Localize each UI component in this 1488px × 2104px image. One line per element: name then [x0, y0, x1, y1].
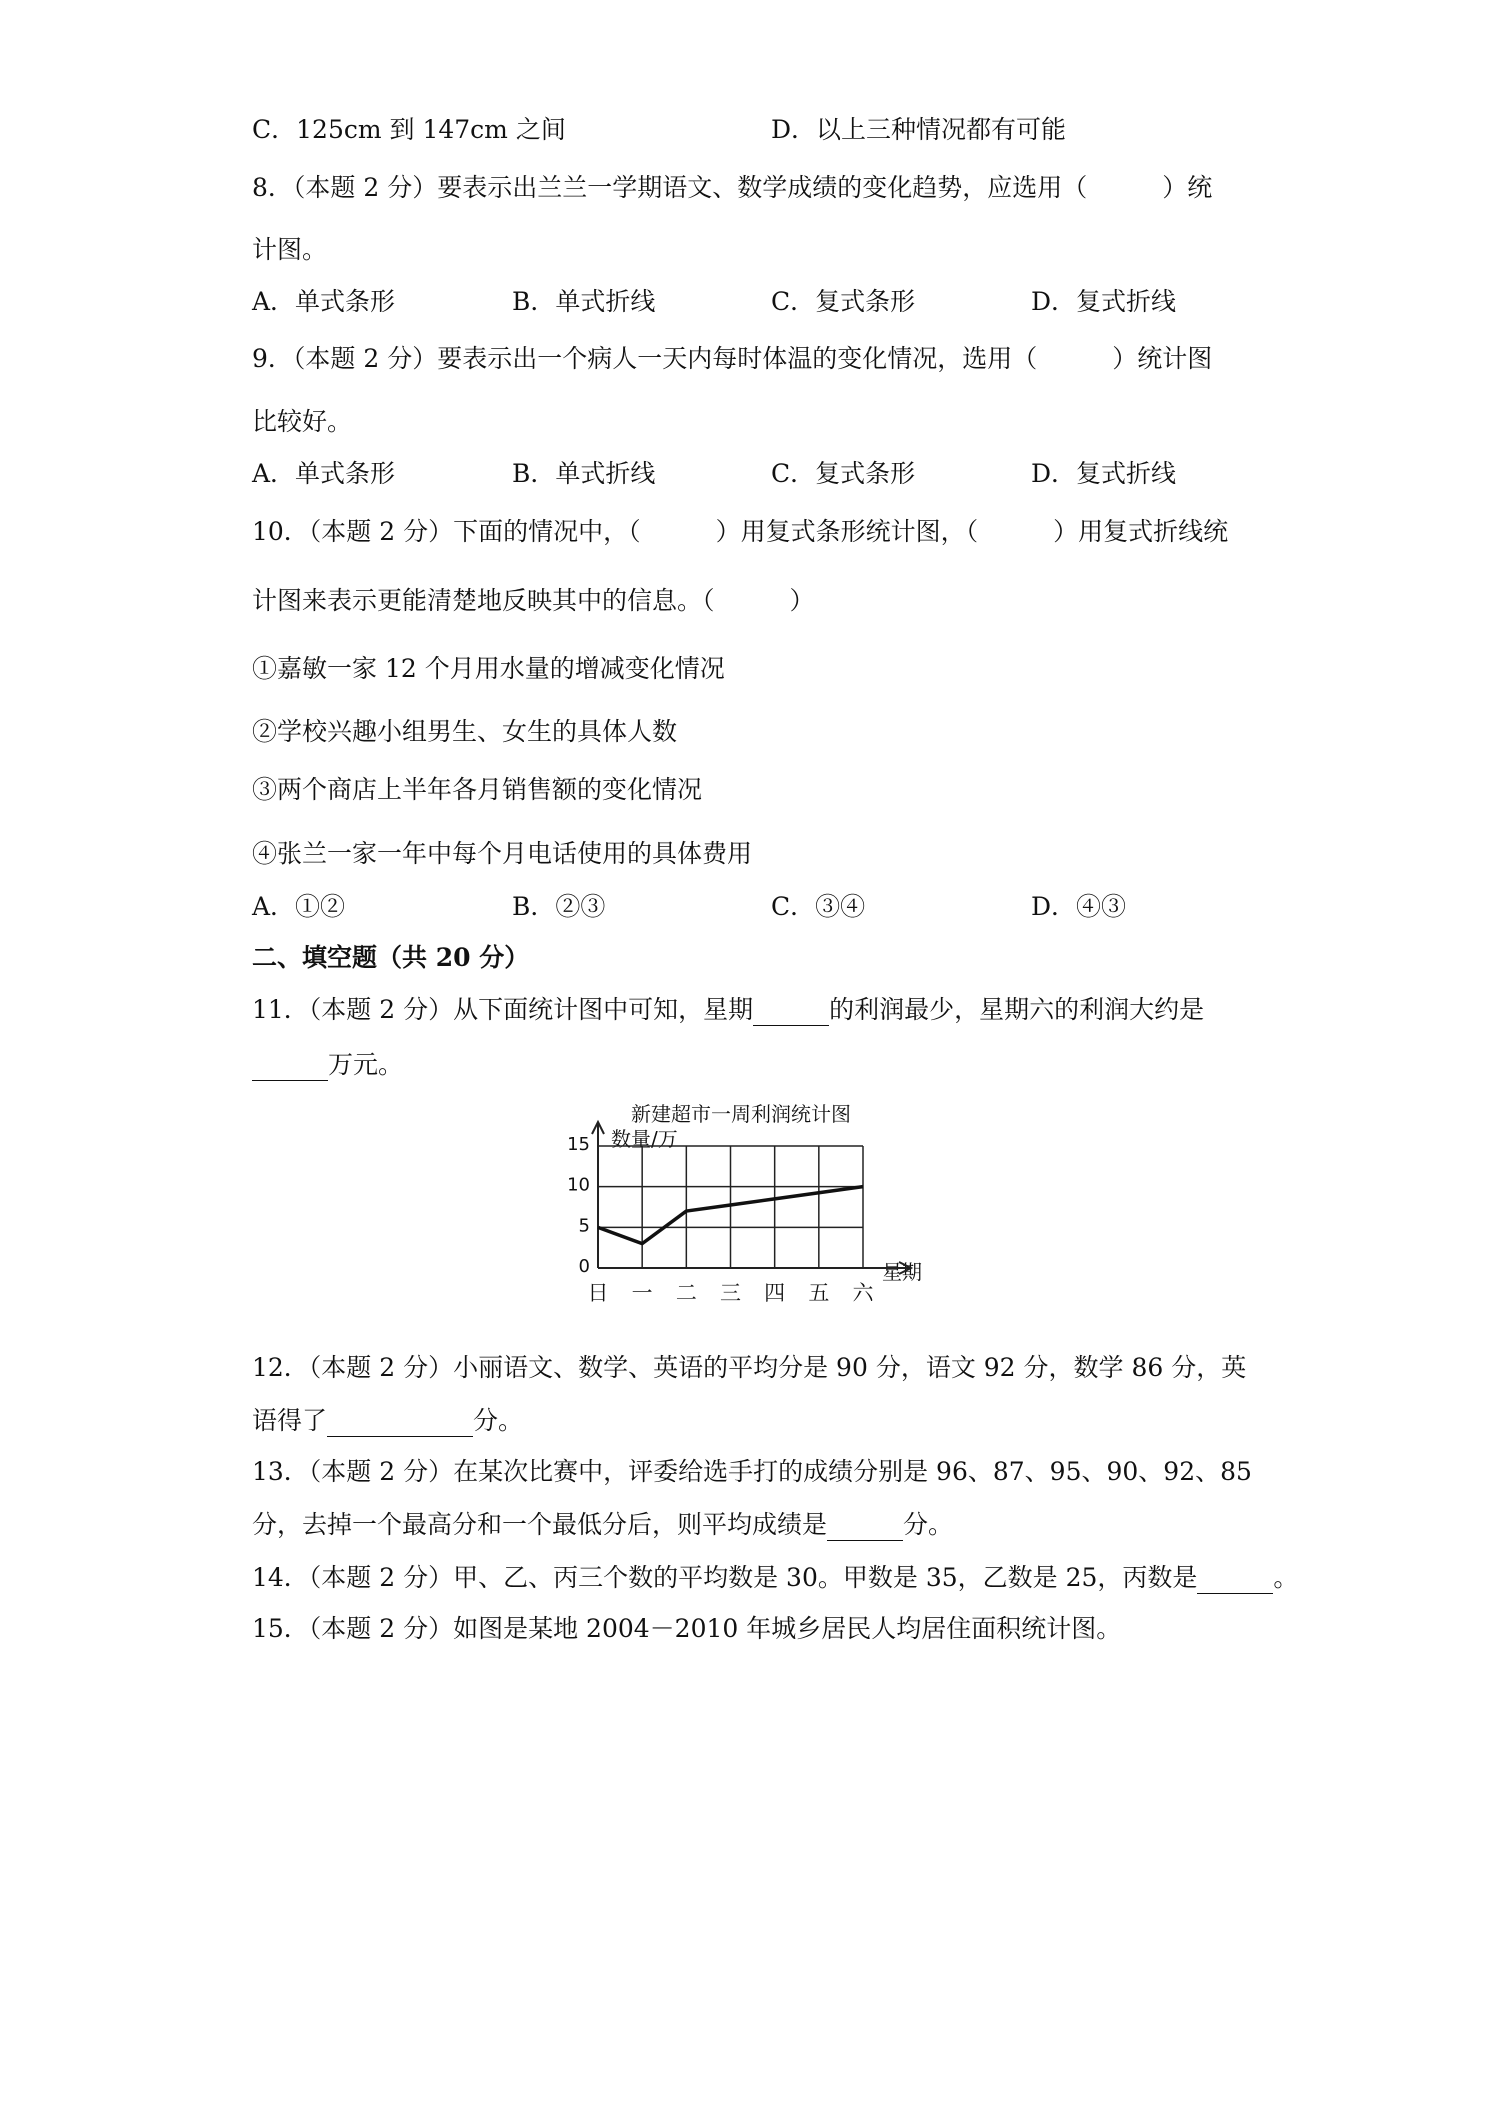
- q10-stem-line1: 10．（本题 2 分）下面的情况中，（ ）用复式条形统计图，（ ）用复式折线统: [252, 517, 1229, 546]
- q14-stem-line1: [252, 1562, 1298, 1594]
- q12-stem-line1: 12．（本题 2 分）小丽语文、数学、英语的平均分是 90 分，语文 92 分，数学 86 分，英: [252, 1353, 1247, 1382]
- q8-option-b: B．单式折线: [512, 287, 656, 316]
- chart-y-ticks: [567, 1134, 590, 1277]
- q14-answer-blank[interactable]: [1197, 1567, 1273, 1594]
- q8-option-d: D．复式折线: [1031, 287, 1177, 316]
- q12-stem-line2: [252, 1405, 523, 1437]
- q13-stem-line1: 13．（本题 2 分）在某次比赛中，评委给选手打的成绩分别是 96、87、95、90、92、85: [252, 1457, 1252, 1486]
- x-tick-label: 六: [852, 1281, 874, 1305]
- q8-stem-line2: 计图。: [252, 235, 328, 264]
- q7-option-c: C．125cm 到 147cm 之间: [252, 115, 566, 144]
- x-tick-label: 日: [587, 1281, 609, 1305]
- q14-text-before-blank: 14．（本题 2 分）甲、乙、丙三个数的平均数是 30。甲数是 35，乙数是 25，丙数是: [252, 1563, 1198, 1592]
- q11-stem-line1: [252, 994, 1204, 1026]
- chart-svg: [553, 1098, 933, 1328]
- y-tick-label: 0: [578, 1256, 590, 1277]
- x-tick-label: 四: [764, 1281, 786, 1305]
- y-tick-label: 5: [578, 1215, 590, 1237]
- q8-option-c: C．复式条形: [771, 287, 916, 316]
- x-tick-label: 五: [808, 1281, 830, 1305]
- q9-option-b: B．单式折线: [512, 459, 656, 488]
- q11-text-unit: 万元。: [328, 1050, 404, 1079]
- q8-stem-line1: 8．（本题 2 分）要表示出兰兰一学期语文、数学成绩的变化趋势，应选用（ ）统: [252, 173, 1213, 202]
- q13-text-before-blank: 分，去掉一个最高分和一个最低分后，则平均成绩是: [252, 1510, 828, 1539]
- q11-answer-blank-1[interactable]: [753, 999, 829, 1026]
- q13-stem-line2: [252, 1509, 953, 1541]
- chart-grid: [598, 1146, 863, 1268]
- x-tick-label: 三: [720, 1281, 741, 1305]
- chart-x-ticks: [588, 1281, 875, 1305]
- q11-text-before-blank: 11．（本题 2 分）从下面统计图中可知，星期: [252, 995, 754, 1024]
- x-tick-label: 二: [675, 1281, 697, 1305]
- profit-line-chart: [553, 1098, 933, 1328]
- q10-item-4: ④张兰一家一年中每个月电话使用的具体费用: [252, 839, 753, 868]
- q12-text-before-blank: 语得了: [252, 1406, 328, 1435]
- q9-option-d: D．复式折线: [1031, 459, 1177, 488]
- q9-option-a: A．单式条形: [252, 459, 396, 488]
- q12-text-after-blank: 分。: [473, 1406, 524, 1435]
- y-tick-label: 15: [567, 1134, 590, 1155]
- q10-option-c: C．③④: [771, 892, 866, 921]
- q11-answer-blank-2[interactable]: [252, 1054, 328, 1081]
- q9-stem-line2: 比较好。: [252, 407, 353, 436]
- section-title: 二、填空题（共 20 分）: [252, 943, 530, 972]
- y-tick-label: 10: [567, 1174, 590, 1196]
- q7-option-d: D．以上三种情况都有可能: [771, 115, 1067, 144]
- q12-answer-blank[interactable]: [327, 1410, 473, 1437]
- q10-option-a: A．①②: [252, 892, 346, 921]
- q13-text-after-blank: 分。: [903, 1510, 954, 1539]
- q10-item-3: ③两个商店上半年各月销售额的变化情况: [252, 775, 703, 804]
- q10-stem-line2: 计图来表示更能清楚地反映其中的信息。（ ）: [252, 586, 815, 615]
- chart-title: 新建超市一周利润统计图: [631, 1102, 851, 1126]
- q8-option-a: A．单式条形: [252, 287, 396, 316]
- q10-item-2: ②学校兴趣小组男生、女生的具体人数: [252, 717, 678, 746]
- q15-stem-line1: 15．（本题 2 分）如图是某地 2004－2010 年城乡居民人均居住面积统计图。: [252, 1614, 1122, 1643]
- chart-y-axis-label: 数量/万: [611, 1127, 678, 1151]
- q10-item-1: ①嘉敏一家 12 个月用水量的增减变化情况: [252, 654, 725, 683]
- q9-option-c: C．复式条形: [771, 459, 916, 488]
- x-tick-label: 一: [631, 1281, 653, 1305]
- q9-stem-line1: 9．（本题 2 分）要表示出一个病人一天内每时体温的变化情况，选用（ ）统计图: [252, 344, 1213, 373]
- q14-text-after-blank: 。: [1273, 1563, 1299, 1592]
- q10-option-b: B．②③: [512, 892, 606, 921]
- q13-answer-blank[interactable]: [827, 1514, 903, 1541]
- q10-option-d: D．④③: [1031, 892, 1127, 921]
- q11-stem-line2: [252, 1049, 403, 1081]
- chart-x-axis-label: 星期: [882, 1260, 922, 1284]
- q11-text-after-blank: 的利润最少，星期六的利润大约是: [829, 995, 1205, 1024]
